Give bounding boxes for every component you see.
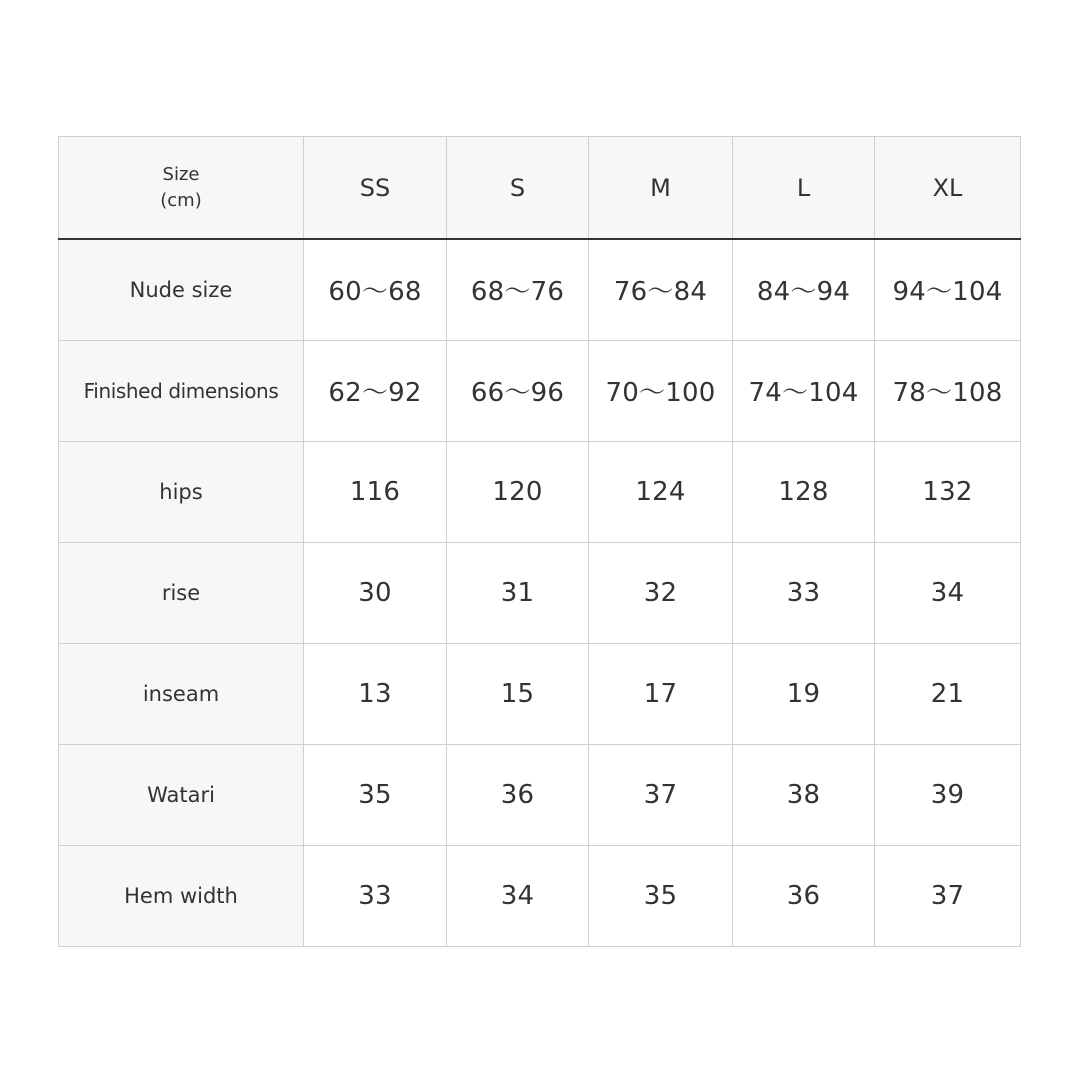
table-cell: 37: [875, 845, 1021, 946]
table-cell: 35: [304, 744, 447, 845]
size-label: Size: [162, 163, 200, 185]
row-label: Nude size: [59, 239, 304, 340]
size-chart-table: [58, 136, 1021, 947]
unit-label: (cm): [160, 189, 202, 211]
table-row-inseam: [59, 643, 1021, 744]
table-cell: 37: [589, 744, 733, 845]
table-cell: 116: [304, 441, 447, 542]
table-cell: 128: [733, 441, 875, 542]
row-label: hips: [59, 441, 304, 542]
table-cell: 74～104: [733, 340, 875, 441]
table-cell: 70～100: [589, 340, 733, 441]
table-row-nude-size: [59, 239, 1021, 340]
table-cell: 15: [447, 643, 589, 744]
row-label: Finished dimensions: [59, 340, 304, 441]
table-cell: 21: [875, 643, 1021, 744]
table-row-rise: [59, 542, 1021, 643]
table-cell: 19: [733, 643, 875, 744]
row-label: Hem width: [59, 845, 304, 946]
table-cell: 34: [447, 845, 589, 946]
size-header-m: M: [589, 137, 733, 240]
table-cell: 68～76: [447, 239, 589, 340]
table-cell: 35: [589, 845, 733, 946]
table-cell: 62～92: [304, 340, 447, 441]
table-cell: 17: [589, 643, 733, 744]
size-header-ss: SS: [304, 137, 447, 240]
row-label: inseam: [59, 643, 304, 744]
table-cell: 34: [875, 542, 1021, 643]
table-cell: 120: [447, 441, 589, 542]
table-cell: 36: [447, 744, 589, 845]
table-cell: 36: [733, 845, 875, 946]
table-cell: 78～108: [875, 340, 1021, 441]
table-cell: 33: [304, 845, 447, 946]
row-label: Watari: [59, 744, 304, 845]
table-cell: 66～96: [447, 340, 589, 441]
table-cell: 124: [589, 441, 733, 542]
header-row: [59, 137, 1021, 240]
table-cell: 94～104: [875, 239, 1021, 340]
table-row-hips: [59, 441, 1021, 542]
size-header-s: S: [447, 137, 589, 240]
size-header-l: L: [733, 137, 875, 240]
table-cell: 31: [447, 542, 589, 643]
row-label: rise: [59, 542, 304, 643]
table-row-hem-width: [59, 845, 1021, 946]
table-cell: 76～84: [589, 239, 733, 340]
table-cell: 38: [733, 744, 875, 845]
table-cell: 60～68: [304, 239, 447, 340]
size-header-xl: XL: [875, 137, 1021, 240]
table-row-watari: [59, 744, 1021, 845]
table-cell: 32: [589, 542, 733, 643]
table-cell: 132: [875, 441, 1021, 542]
table-cell: 33: [733, 542, 875, 643]
table-cell: 84～94: [733, 239, 875, 340]
table-cell: 39: [875, 744, 1021, 845]
table-row-finished-dimensions: [59, 340, 1021, 441]
size-unit-header: [59, 137, 304, 240]
table-cell: 13: [304, 643, 447, 744]
table-cell: 30: [304, 542, 447, 643]
